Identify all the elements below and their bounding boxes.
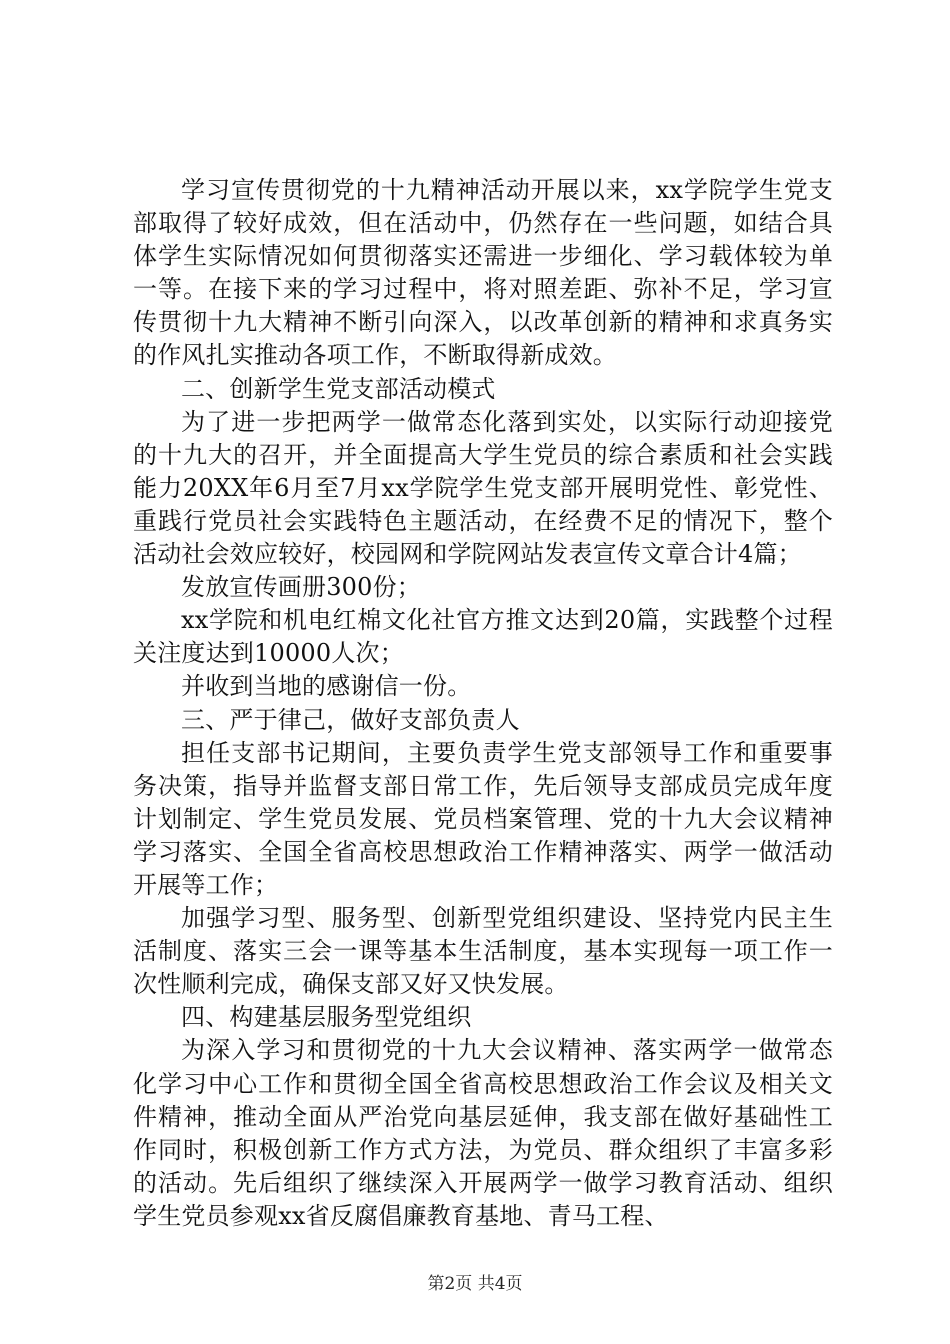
paragraph-secretary-duties: 担任支部书记期间，主要负责学生党支部领导工作和重要事务决策，指导并监督支部日常工作，先后领导支部成员完成年度计划制定、学生党员发展、党员档案管理、党的十九大会议精神学习落实、全国全省高校思想政治工作精神落实、两学一做活动开展等工作； [133,738,833,899]
paragraph-activity-model: 为了进一步把两学一做常态化落到实处，以实际行动迎接党的十九大的召开，并全面提高大学生党员的综合素质和社会实践能力20XX年6月至7月xx学院学生党支部开展明党性、彰党性、重践行党员社会实践特色主题活动，在经费不足的情况下，整个活动社会效应较好，校园网和学院网站发表宣传文章合计4篇； [133,407,833,569]
paragraph-posts: xx学院和机电红棉文化社官方推文达到20篇，实践整个过程关注度达到10000人次； [133,606,833,668]
paragraph-brochures: 发放宣传画册300份； [181,573,422,602]
document-body [133,174,833,1233]
section-heading-4: 四、构建基层服务型党组织 [181,1003,472,1032]
paragraph-summary: 学习宣传贯彻党的十九精神活动开展以来，xx学院学生党支部取得了较好成效，但在活动中，仍然存在一些问题，如结合具体学生实际情况如何贯彻落实还需进一步细化、学习载体较为单一等。在接下来的学习过程中，将对照差距、弥补不足，学习宣传贯彻十九大精神不断引向深入，以改革创新的精神和求真务实的作风扎实推动各项工作，不断取得新成效。 [133,176,833,370]
section-heading-2: 二、创新学生党支部活动模式 [181,374,496,403]
section-heading-3: 三、严于律己，做好支部负责人 [181,705,520,734]
page-footer: 第2页 共4页 [427,1274,523,1294]
paragraph-service-organization: 为深入学习和贯彻党的十九大会议精神、落实两学一做常态化学习中心工作和贯彻全国全省高校思想政治工作会议及相关文件精神，推动全面从严治党向基层延伸，我支部在做好基础性工作同时，积极创新工作方式方法，为党员、群众组织了丰富多彩的活动。先后组织了继续深入开展两学一做学习教育活动、组织学生党员参观xx省反腐倡廉教育基地、青马工程、 [133,1036,833,1230]
paragraph-thanks-letter: 并收到当地的感谢信一份。 [181,672,472,701]
paragraph-organization-building: 加强学习型、服务型、创新型党组织建设、坚持党内民主生活制度、落实三会一课等基本生活制度，基本实现每一项工作一次性顺利完成，确保支部又好又快发展。 [133,904,833,999]
